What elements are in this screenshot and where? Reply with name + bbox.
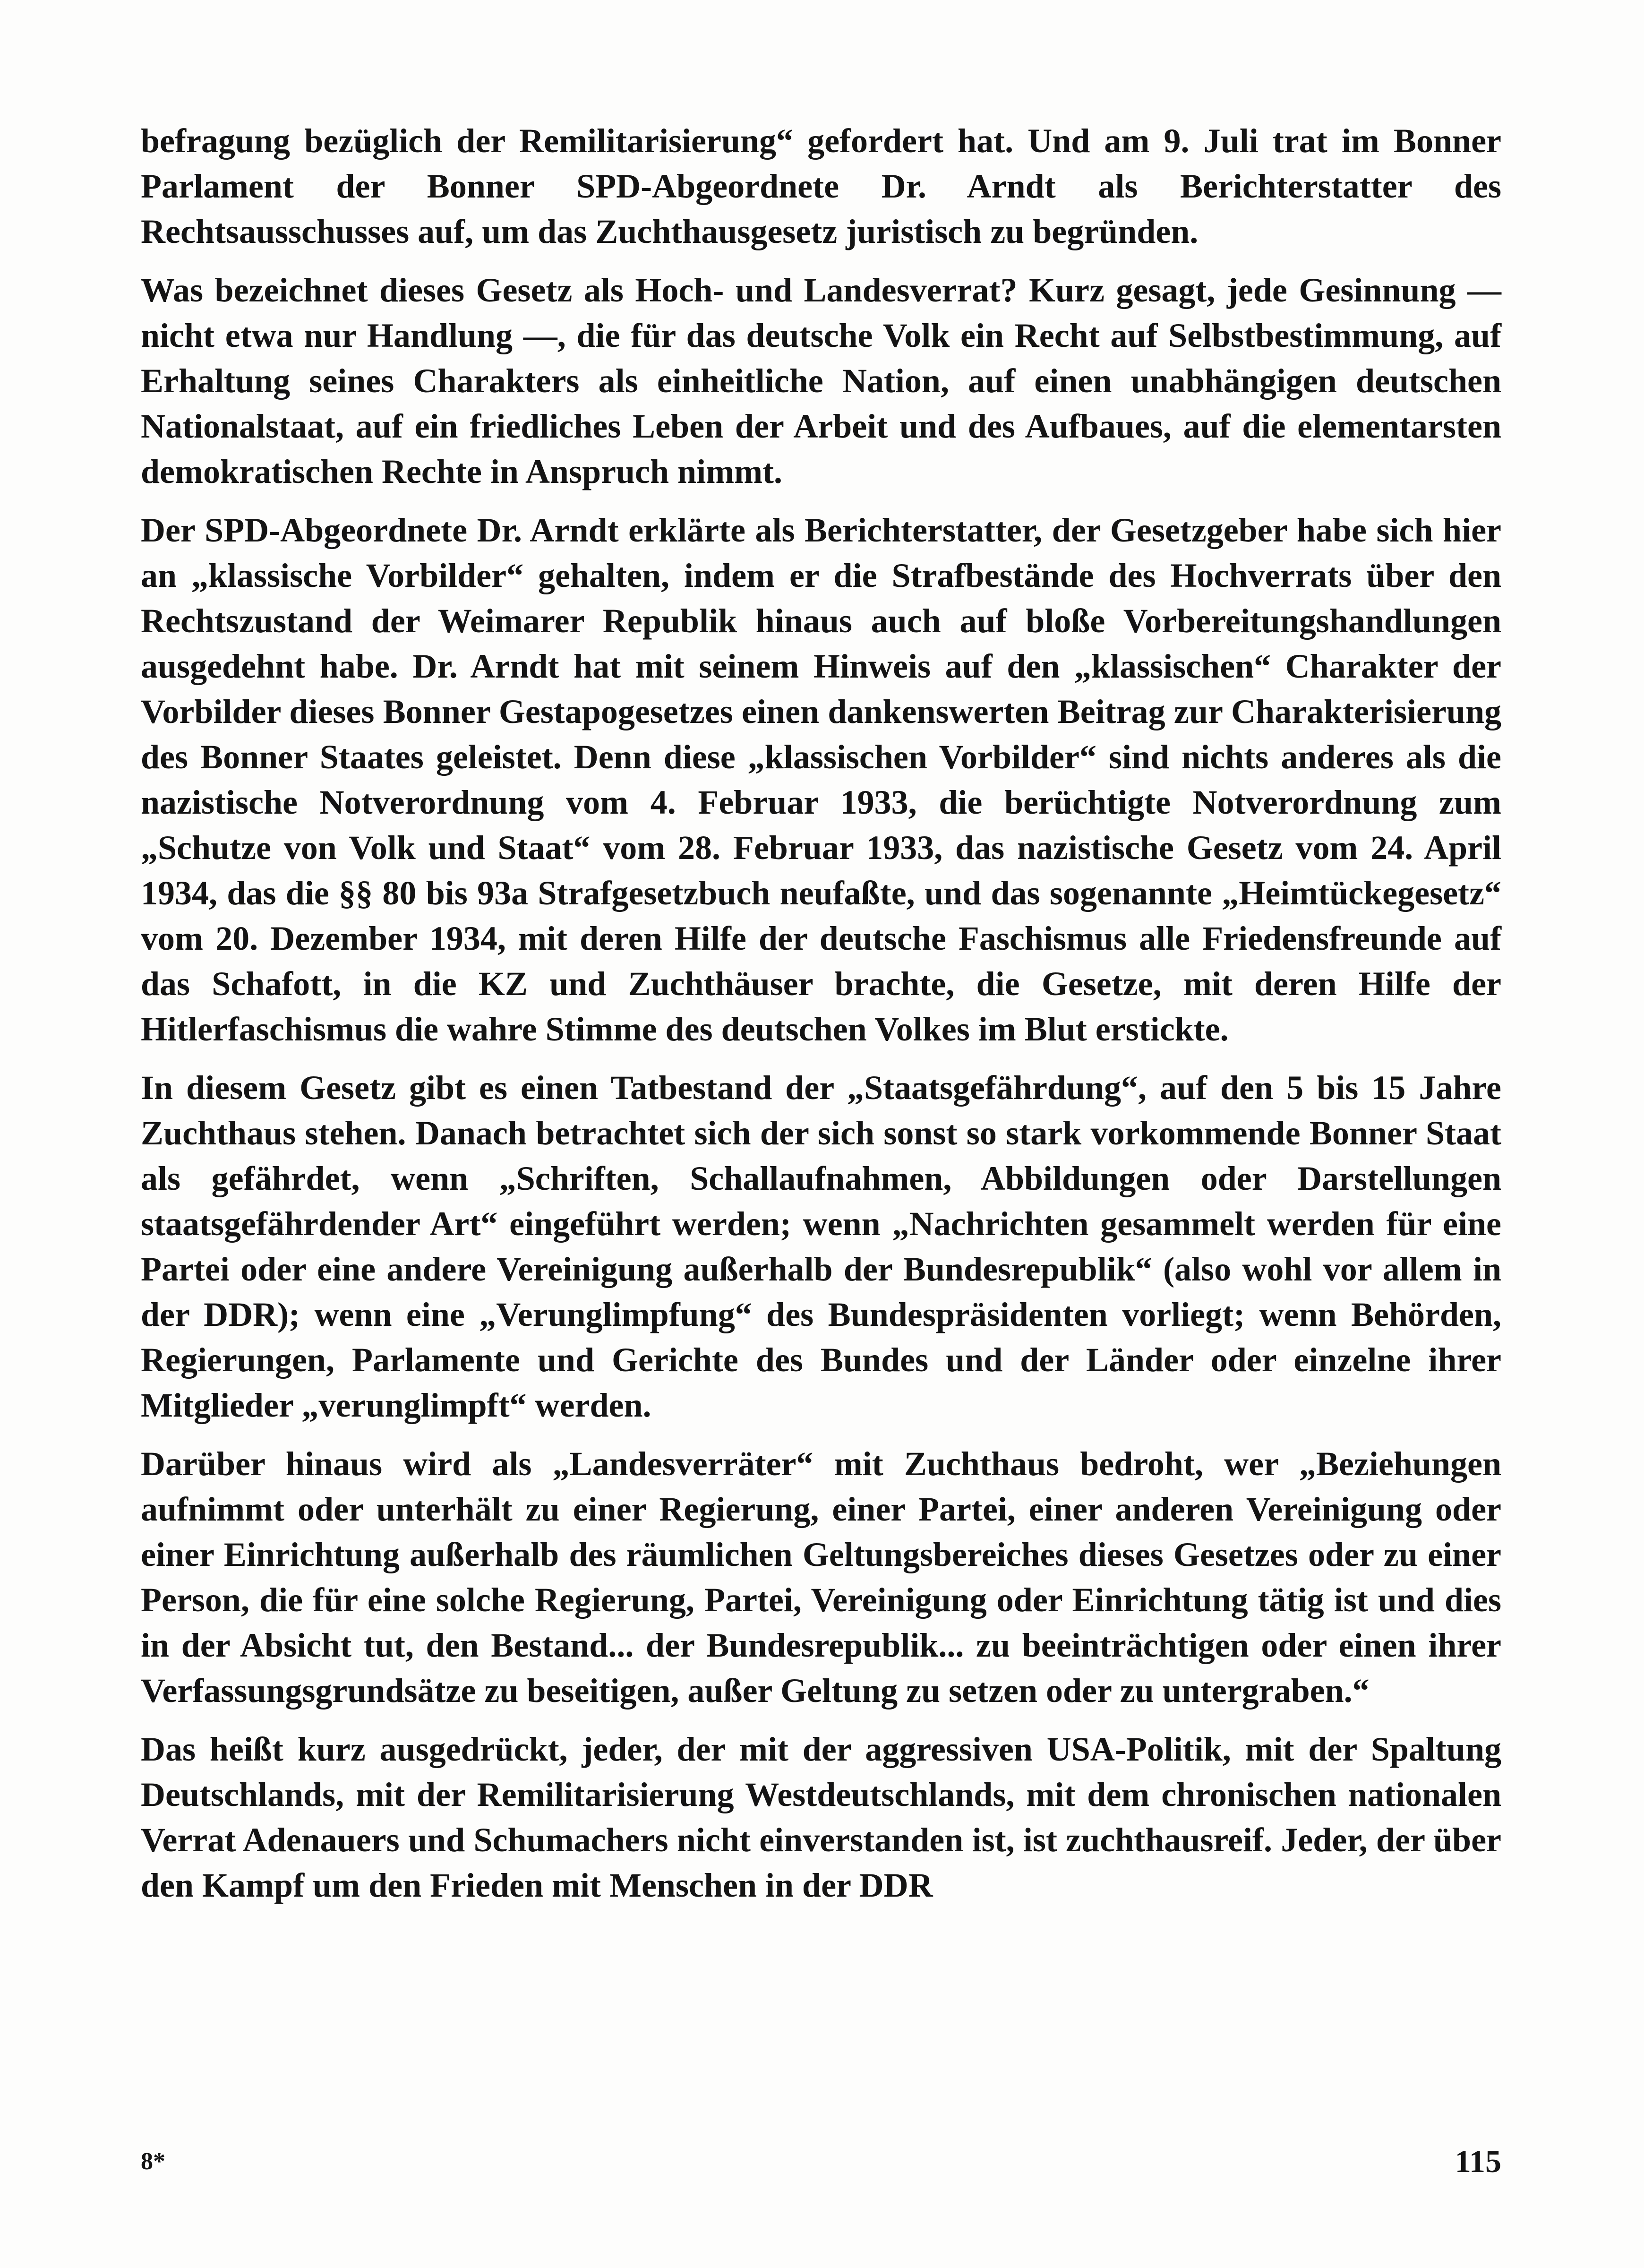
paragraph-6: Das heißt kurz ausgedrückt, jeder, der mit der aggressiven USA-Politik, mit der Spaltung Deutschlands, mit der Remilitarisierung Westdeutschlands, mit dem chronischen nationalen Verrat Adenauers und Schumachers nicht einverstanden ist, ist zuchthausreif. Jeder, der über den Kampf um den Frieden mit Menschen in der DDR: [141, 1730, 1501, 1904]
page-footer: [141, 2143, 1501, 2185]
paragraph-1: befragung bezüglich der Remilitarisierung“ gefordert hat. Und am 9. Juli trat im Bonner Parlament der Bonner SPD-Abgeordnete Dr. Arndt als Berichterstatter des Rechtsausschusses auf, um das Zuchthausgesetz juristisch zu begründen.: [141, 122, 1501, 250]
paragraph-4: In diesem Gesetz gibt es einen Tatbestand der „Staatsgefährdung“, auf den 5 bis 15 Jahre Zuchthaus stehen. Danach betrachtet sich der sich sonst so stark vorkommende Bonner Staat als gefährdet, wenn „Schriften, Schallaufnahmen, Abbildungen oder Darstellungen staatsgefährdender Art“ eingeführt werden; wenn „Nachrichten gesammelt werden für eine Partei oder eine andere Vereinigung außerhalb der Bundesrepublik“ (also wohl vor allem in der DDR); wenn eine „Verunglimpfung“ des Bundespräsidenten vorliegt; wenn Behörden, Regierungen, Parlamente und Gerichte des Bundes und der Länder oder einzelne ihrer Mitglieder „verunglimpft“ werden.: [141, 1069, 1501, 1424]
body-text: [141, 118, 1501, 1921]
paragraph-2: Was bezeichnet dieses Gesetz als Hoch- und Landesverrat? Kurz gesagt, jede Gesinnung — nicht etwa nur Handlung —, die für das deutsche Volk ein Recht auf Selbstbestimmung, auf Erhaltung seines Charakters als einheitliche Nation, auf einen unabhängigen deutschen Nationalstaat, auf ein friedliches Leben der Arbeit und des Aufbaues, auf die elementarsten demokratischen Rechte in Anspruch nimmt.: [141, 271, 1501, 490]
page-number: 115: [1455, 2143, 1501, 2179]
printer-signature: 8*: [141, 2148, 165, 2175]
paragraph-3: Der SPD-Abgeordnete Dr. Arndt erklärte als Berichterstatter, der Gesetzgeber habe sich hier an „klassische Vorbilder“ gehalten, indem er die Strafbestände des Hochverrats über den Rechtszustand der Weimarer Republik hinaus auch auf bloße Vorbereitungshandlungen ausgedehnt habe. Dr. Arndt hat mit seinem Hinweis auf den „klassischen“ Charakter der Vorbilder dieses Bonner Gestapogesetzes einen dankenswerten Beitrag zur Charakterisierung des Bonner Staates geleistet. Denn diese „klassischen Vorbilder“ sind nichts anderes als die nazistische Notverordnung vom 4. Februar 1933, die berüchtigte Notverordnung zum „Schutze von Volk und Staat“ vom 28. Februar 1933, das nazistische Gesetz vom 24. April 1934, das die §§ 80 bis 93a Strafgesetzbuch neufaßte, und das sogenannte „Heimtückegesetz“ vom 20. Dezember 1934, mit deren Hilfe der deutsche Faschismus alle Friedensfreunde auf das Schafott, in die KZ und Zuchthäuser brachte, die Gesetze, mit deren Hilfe der Hitlerfaschismus die wahre Stimme des deutschen Volkes im Blut erstickte.: [141, 511, 1501, 1048]
paragraph-5: Darüber hinaus wird als „Landesverräter“ mit Zuchthaus bedroht, wer „Beziehungen aufnimmt oder unterhält zu einer Regierung, einer Partei, einer anderen Vereinigung oder einer Einrichtung außerhalb des räumlichen Geltungsbereiches dieses Gesetzes oder zu einer Person, die für eine solche Regierung, Partei, Vereinigung oder Einrichtung tätig ist und dies in der Absicht tut, den Bestand... der Bundesrepublik... zu beeinträchtigen oder einen ihrer Verfassungsgrundsätze zu beseitigen, außer Geltung zu setzen oder zu untergraben.“: [141, 1445, 1501, 1710]
